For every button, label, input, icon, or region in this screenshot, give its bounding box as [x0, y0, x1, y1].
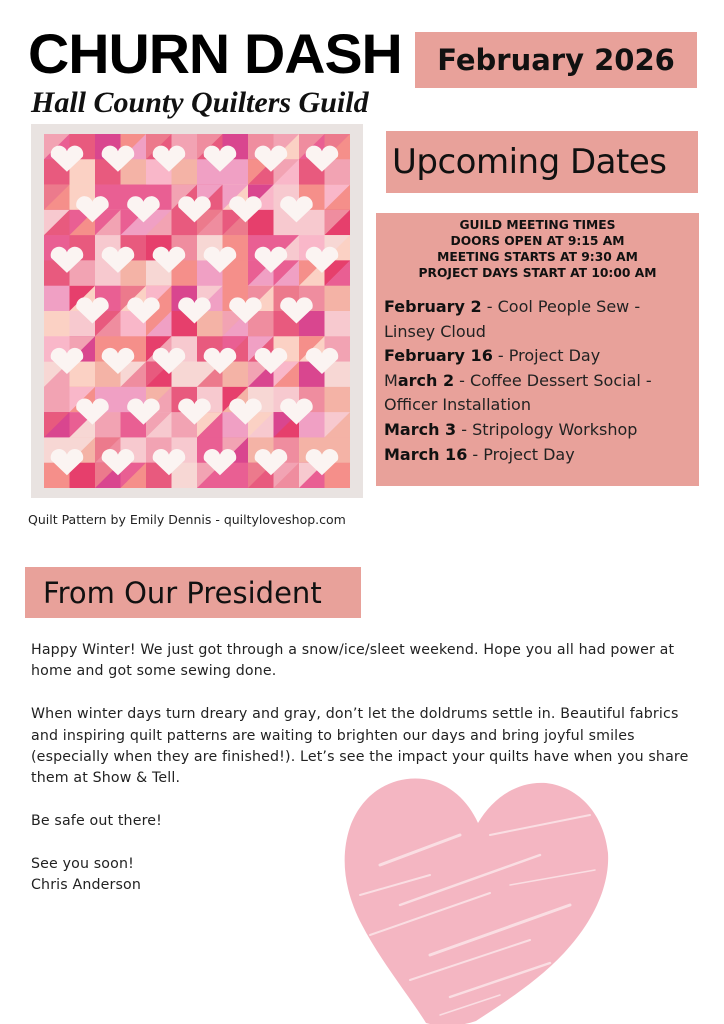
event-item — [384, 369, 691, 418]
heart-illustration — [340, 775, 610, 1024]
quilt-patch — [325, 387, 351, 413]
meeting-times-line: PROJECT DAYS START AT 10:00 AM — [418, 266, 657, 280]
event-item — [384, 443, 691, 468]
quilt-illustration — [44, 134, 350, 488]
quilt-patch — [44, 286, 70, 312]
newsletter-title: CHURN DASH — [28, 22, 402, 85]
guild-name: Hall County Quilters Guild — [31, 86, 369, 119]
issue-date: February 2026 — [437, 43, 675, 77]
event-description: - Project Day — [467, 444, 575, 464]
issue-date-banner — [415, 32, 697, 88]
upcoming-dates-panel — [376, 213, 699, 486]
quilt-patch — [325, 286, 351, 312]
letter-paragraph: Be safe out there! — [31, 813, 162, 830]
event-description: - Coffee Dessert Social - Officer Installation — [384, 370, 652, 415]
event-description: - Cool People Sew - Linsey Cloud — [384, 297, 641, 341]
letter-paragraph: Happy Winter! We just got through a snow/ice/sleet weekend. Hope you all had power at home and got some sewing done. — [31, 642, 675, 680]
event-date: arch 2 — [397, 370, 455, 390]
letter-signature: Chris Anderson — [31, 877, 142, 894]
president-title: From Our President — [43, 575, 322, 610]
event-date: February 2 — [384, 297, 482, 316]
upcoming-dates-header — [386, 131, 698, 193]
quilt-patch — [44, 311, 70, 337]
event-description: - Stripology Workshop — [456, 419, 638, 439]
quilt-patch — [325, 311, 351, 337]
event-list — [384, 295, 691, 467]
president-header — [25, 567, 361, 618]
upcoming-dates-title: Upcoming Dates — [392, 142, 667, 182]
event-date-prefix: M — [384, 370, 398, 390]
event-description: - Project Day — [492, 346, 601, 366]
event-item — [384, 418, 691, 443]
event-date: February 16 — [384, 346, 493, 366]
letter-paragraph: When winter days turn dreary and gray, don’t let the doldrums settle in. Beautiful fabrics and inspiring quilt patterns are waiting to brighten our days and bring joyful smiles (especially when they are finished!). Let’s see the impact your quilts have when you share them at Show & Tell. — [31, 706, 689, 787]
event-item — [384, 295, 691, 344]
heart-quilt-image — [31, 124, 363, 498]
meeting-times-heading: GUILD MEETING TIMES — [459, 218, 616, 232]
meeting-times — [384, 217, 691, 281]
meeting-times-line: MEETING STARTS AT 9:30 AM — [437, 250, 638, 264]
event-item — [384, 344, 691, 369]
meeting-times-line: DOORS OPEN AT 9:15 AM — [450, 234, 625, 248]
quilt-caption: Quilt Pattern by Emily Dennis - quiltyloveshop.com — [28, 512, 346, 527]
event-date: March 16 — [384, 444, 468, 464]
quilt-patch — [44, 387, 70, 413]
event-date: March 3 — [384, 419, 457, 439]
letter-signoff: See you soon! — [31, 856, 134, 873]
